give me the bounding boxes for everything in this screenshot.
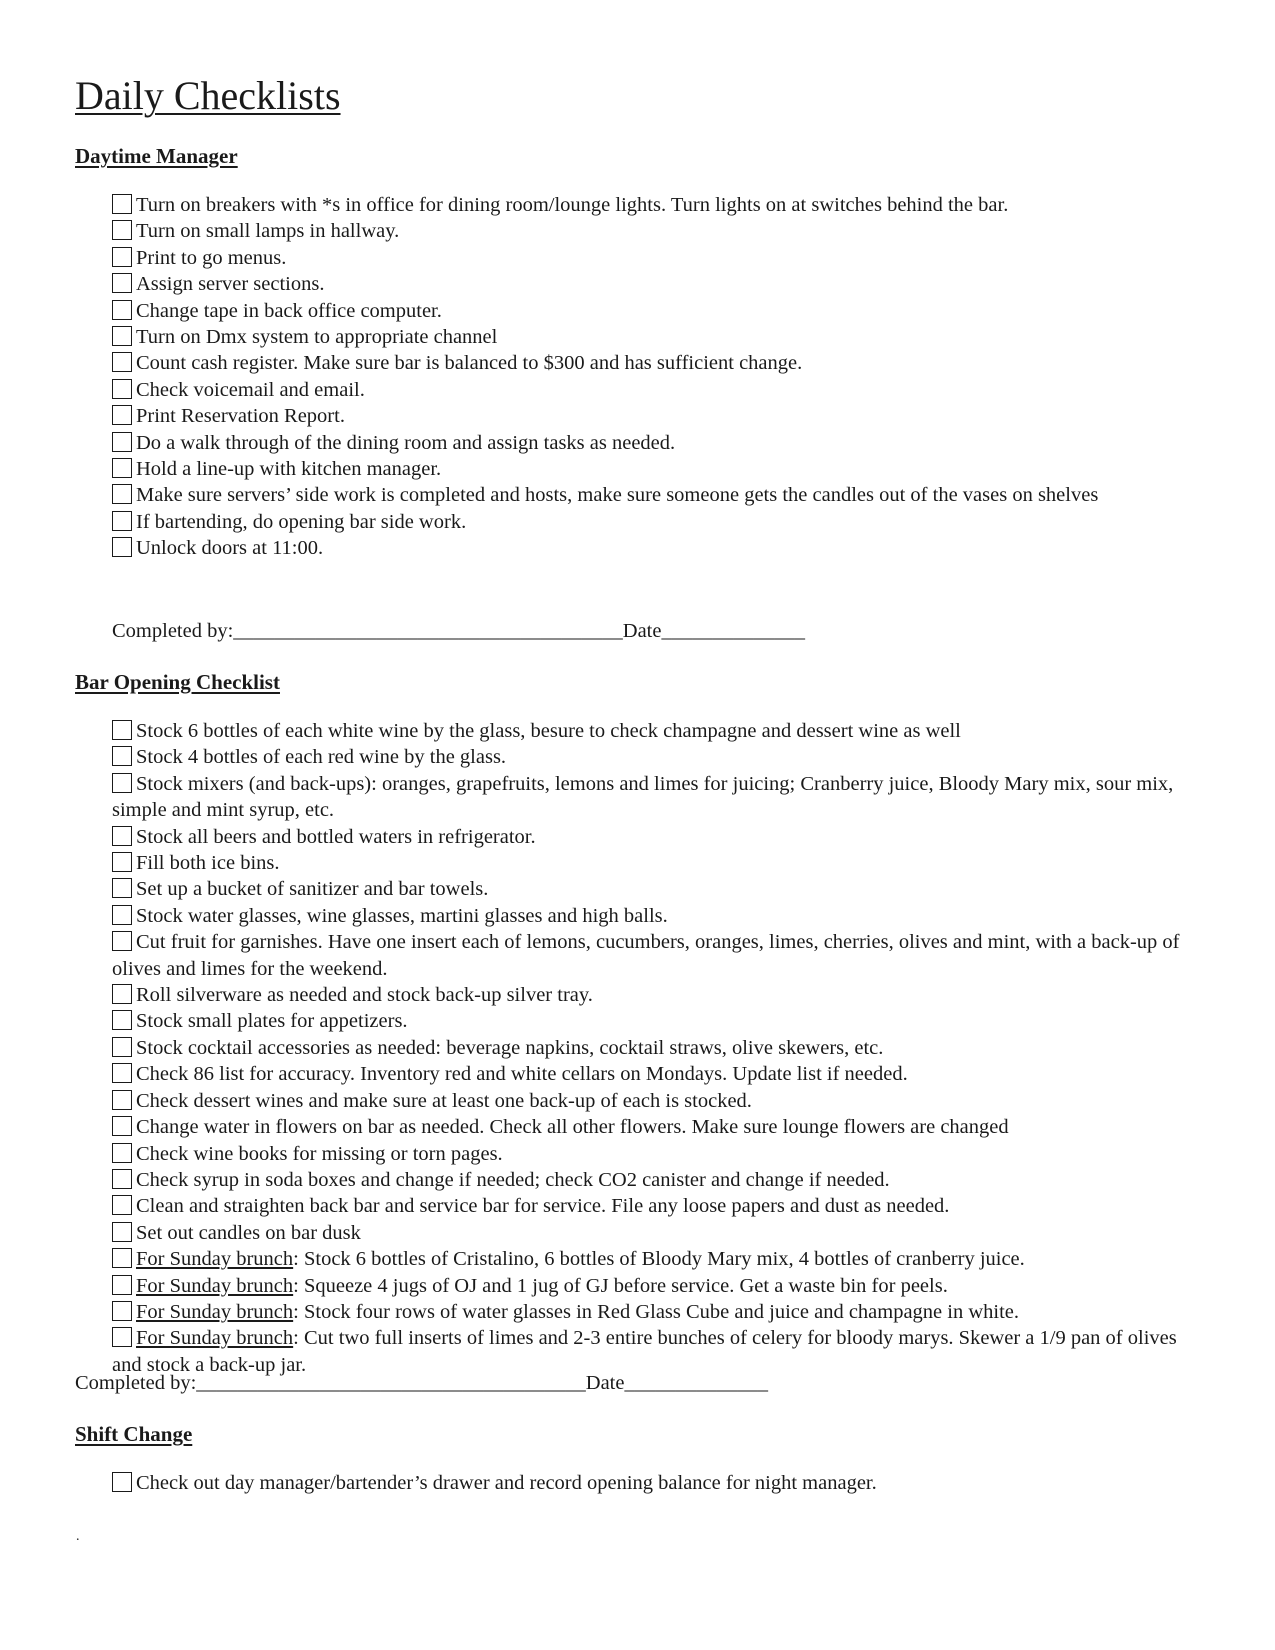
checklist-item — [112, 509, 1202, 535]
checklist-item-text: Check wine books for missing or torn pages. — [136, 1142, 503, 1165]
checklist-item — [112, 192, 1202, 218]
checklist-item — [112, 324, 1202, 350]
checklist-item-text: Print Reservation Report. — [136, 405, 345, 428]
section-heading-bar-opening: Bar Opening Checklist — [75, 670, 280, 694]
checklist-item — [112, 218, 1202, 244]
checkbox[interactable] — [112, 1090, 132, 1110]
checklist-item-text: Fill both ice bins. — [136, 852, 280, 875]
checkbox[interactable] — [112, 905, 132, 925]
checklist-item-text: Stock mixers (and back-ups): oranges, grapefruits, lemons and limes for juicing; Cranberry juice, Bloody Mary mix, sour mix, simple and mint syrup, etc. — [112, 772, 1174, 822]
checklist-item — [112, 1220, 1202, 1246]
checklist-item-prefix: For Sunday brunch — [136, 1248, 294, 1271]
checklist-item — [112, 245, 1202, 271]
checklist-item-text: : Squeeze 4 jugs of OJ and 1 jug of GJ before service. Get a waste bin for peels. — [293, 1274, 948, 1297]
checklist-item — [112, 718, 1202, 744]
checklist-item-prefix: For Sunday brunch — [136, 1274, 294, 1297]
checkbox[interactable] — [112, 1275, 132, 1295]
checkbox[interactable] — [112, 1248, 132, 1268]
checklist-item-text: Print to go menus. — [136, 246, 287, 269]
checklist-item-text: Stock water glasses, wine glasses, martini glasses and high balls. — [136, 904, 668, 927]
daytime-completed-by-line: Completed by:______________________________________Date______________ — [112, 620, 805, 642]
checkbox[interactable] — [112, 458, 132, 478]
checklist-item — [112, 1088, 1202, 1114]
checkbox[interactable] — [112, 1037, 132, 1057]
checkbox[interactable] — [112, 1010, 132, 1030]
checkbox[interactable] — [112, 484, 132, 504]
checkbox[interactable] — [112, 1222, 132, 1242]
checklist-item-text: Stock cocktail accessories as needed: beverage napkins, cocktail straws, olive skewers, etc. — [136, 1036, 884, 1059]
checkbox[interactable] — [112, 773, 132, 793]
page-title: Daily Checklists — [75, 73, 341, 118]
checkbox[interactable] — [112, 1116, 132, 1136]
checklist-item — [112, 456, 1202, 482]
checklist-item-text: Set up a bucket of sanitizer and bar towels. — [136, 878, 489, 901]
checklist-item — [112, 1035, 1202, 1061]
checklist-item — [112, 1008, 1202, 1034]
checklist-item-text: Stock all beers and bottled waters in refrigerator. — [136, 825, 536, 848]
checklist-item — [112, 1246, 1202, 1272]
checklist-item — [112, 1061, 1202, 1087]
checklist-item-prefix: For Sunday brunch — [136, 1300, 294, 1323]
shift-change-checklist — [112, 1470, 1202, 1496]
checkbox[interactable] — [112, 220, 132, 240]
checklist-item-text: Stock 6 bottles of each white wine by the glass, besure to check champagne and dessert wine as well — [136, 720, 961, 742]
checklist-item-text: Stock small plates for appetizers. — [136, 1010, 408, 1033]
checkbox[interactable] — [112, 878, 132, 898]
checklist-item-text: Turn on small lamps in hallway. — [136, 220, 400, 243]
checkbox[interactable] — [112, 852, 132, 872]
checkbox[interactable] — [112, 326, 132, 346]
checkbox[interactable] — [112, 194, 132, 214]
checklist-item-prefix: For Sunday brunch — [136, 1327, 294, 1350]
checkbox[interactable] — [112, 511, 132, 531]
checklist-item — [112, 929, 1202, 982]
checklist-item-text: Turn on breakers with *s in office for dining room/lounge lights. Turn lights on at switches behind the bar. — [136, 194, 1009, 216]
checklist-item-text: Unlock doors at 11:00. — [136, 537, 324, 560]
checkbox[interactable] — [112, 1327, 132, 1347]
checkbox[interactable] — [112, 746, 132, 766]
checklist-item — [112, 982, 1202, 1008]
checklist-item-text: Count cash register. Make sure bar is balanced to $300 and has sufficient change. — [136, 352, 803, 375]
checklist-item-text: Set out candles on bar dusk — [136, 1221, 361, 1244]
checklist-item — [112, 1470, 1202, 1496]
checklist-item — [112, 298, 1202, 324]
checklist-item-text: Check out day manager/bartender’s drawer and record opening balance for night manager. — [136, 1472, 877, 1494]
checklist-item — [112, 350, 1202, 376]
checklist-item-text: If bartending, do opening bar side work. — [136, 510, 467, 533]
checkbox[interactable] — [112, 432, 132, 452]
checklist-item-text: Check dessert wines and make sure at least one back-up of each is stocked. — [136, 1089, 752, 1112]
checklist-item — [112, 1141, 1202, 1167]
checkbox[interactable] — [112, 1195, 132, 1215]
checklist-item — [112, 377, 1202, 403]
checklist-item-text: : Stock four rows of water glasses in Red Glass Cube and juice and champagne in white. — [293, 1300, 1020, 1323]
checklist-item-text: Roll silverware as needed and stock back-up silver tray. — [136, 984, 593, 1007]
checkbox[interactable] — [112, 537, 132, 557]
checkbox[interactable] — [112, 352, 132, 372]
checklist-item — [112, 403, 1202, 429]
checklist-item — [112, 482, 1202, 508]
checkbox[interactable] — [112, 300, 132, 320]
checklist-item — [112, 1167, 1202, 1193]
checkbox[interactable] — [112, 405, 132, 425]
checklist-item — [112, 1193, 1202, 1219]
checkbox[interactable] — [112, 1169, 132, 1189]
checklist-item — [112, 824, 1202, 850]
checklist-item-text: : Stock 6 bottles of Cristalino, 6 bottles of Bloody Mary mix, 4 bottles of cranberry juice. — [293, 1248, 1025, 1271]
checklist-item-text: Assign server sections. — [136, 273, 325, 296]
section-heading-shift-change: Shift Change — [75, 1422, 193, 1446]
stray-marker: . — [76, 1529, 80, 1544]
checkbox[interactable] — [112, 247, 132, 267]
checkbox[interactable] — [112, 931, 132, 951]
bar-opening-checklist — [112, 718, 1202, 1378]
checkbox[interactable] — [112, 1301, 132, 1321]
checklist-item-text: Change water in flowers on bar as needed. Check all other flowers. Make sure lounge flowers are changed — [136, 1116, 1009, 1139]
checklist-item-text: Do a walk through of the dining room and assign tasks as needed. — [136, 431, 676, 454]
checkbox[interactable] — [112, 273, 132, 293]
checklist-item — [112, 903, 1202, 929]
checklist-item — [112, 1273, 1202, 1299]
checklist-item-text: Hold a line-up with kitchen manager. — [136, 458, 442, 481]
checklist-item — [112, 771, 1202, 824]
checkbox[interactable] — [112, 379, 132, 399]
checkbox[interactable] — [112, 984, 132, 1004]
bar-opening-completed-by-line: Completed by:______________________________________Date______________ — [75, 1372, 768, 1394]
checklist-item — [112, 850, 1202, 876]
checklist-item-text: Check voicemail and email. — [136, 378, 365, 401]
checklist-item — [112, 1299, 1202, 1325]
checkbox[interactable] — [112, 1143, 132, 1163]
checklist-item — [112, 430, 1202, 456]
daytime-manager-checklist — [112, 192, 1202, 562]
checklist-item-text: : Cut two full inserts of limes and 2-3 entire bunches of celery for bloody marys. Skewer a 1/9 pan of olives and stock a back-up jar. — [112, 1327, 1177, 1376]
checkbox[interactable] — [112, 1063, 132, 1083]
checklist-item-text: Make sure servers’ side work is completed and hosts, make sure someone gets the candles out of the vases on shelves — [136, 484, 1099, 507]
checkbox[interactable] — [112, 720, 132, 740]
checkbox[interactable] — [112, 1472, 132, 1492]
checklist-item-text: Stock 4 bottles of each red wine by the glass. — [136, 746, 507, 769]
checklist-item — [112, 271, 1202, 297]
checklist-item — [112, 876, 1202, 902]
checklist-item — [112, 744, 1202, 770]
section-heading-daytime-manager: Daytime Manager — [75, 144, 238, 168]
checklist-item-text: Change tape in back office computer. — [136, 299, 442, 322]
checklist-item-text: Check 86 list for accuracy. Inventory red and white cellars on Mondays. Update list if needed. — [136, 1063, 908, 1086]
checklist-item — [112, 535, 1202, 561]
checklist-item — [112, 1114, 1202, 1140]
checklist-item-text: Check syrup in soda boxes and change if needed; check CO2 canister and change if needed. — [136, 1168, 890, 1191]
checklist-item-text: Turn on Dmx system to appropriate channel — [136, 326, 498, 349]
checklist-item-text: Cut fruit for garnishes. Have one insert each of lemons, cucumbers, oranges, limes, cherries, olives and mint, with a back-up of olives and limes for the weekend. — [112, 931, 1180, 980]
checkbox[interactable] — [112, 826, 132, 846]
checklist-item-text: Clean and straighten back bar and service bar for service. File any loose papers and dust as needed. — [136, 1195, 950, 1218]
